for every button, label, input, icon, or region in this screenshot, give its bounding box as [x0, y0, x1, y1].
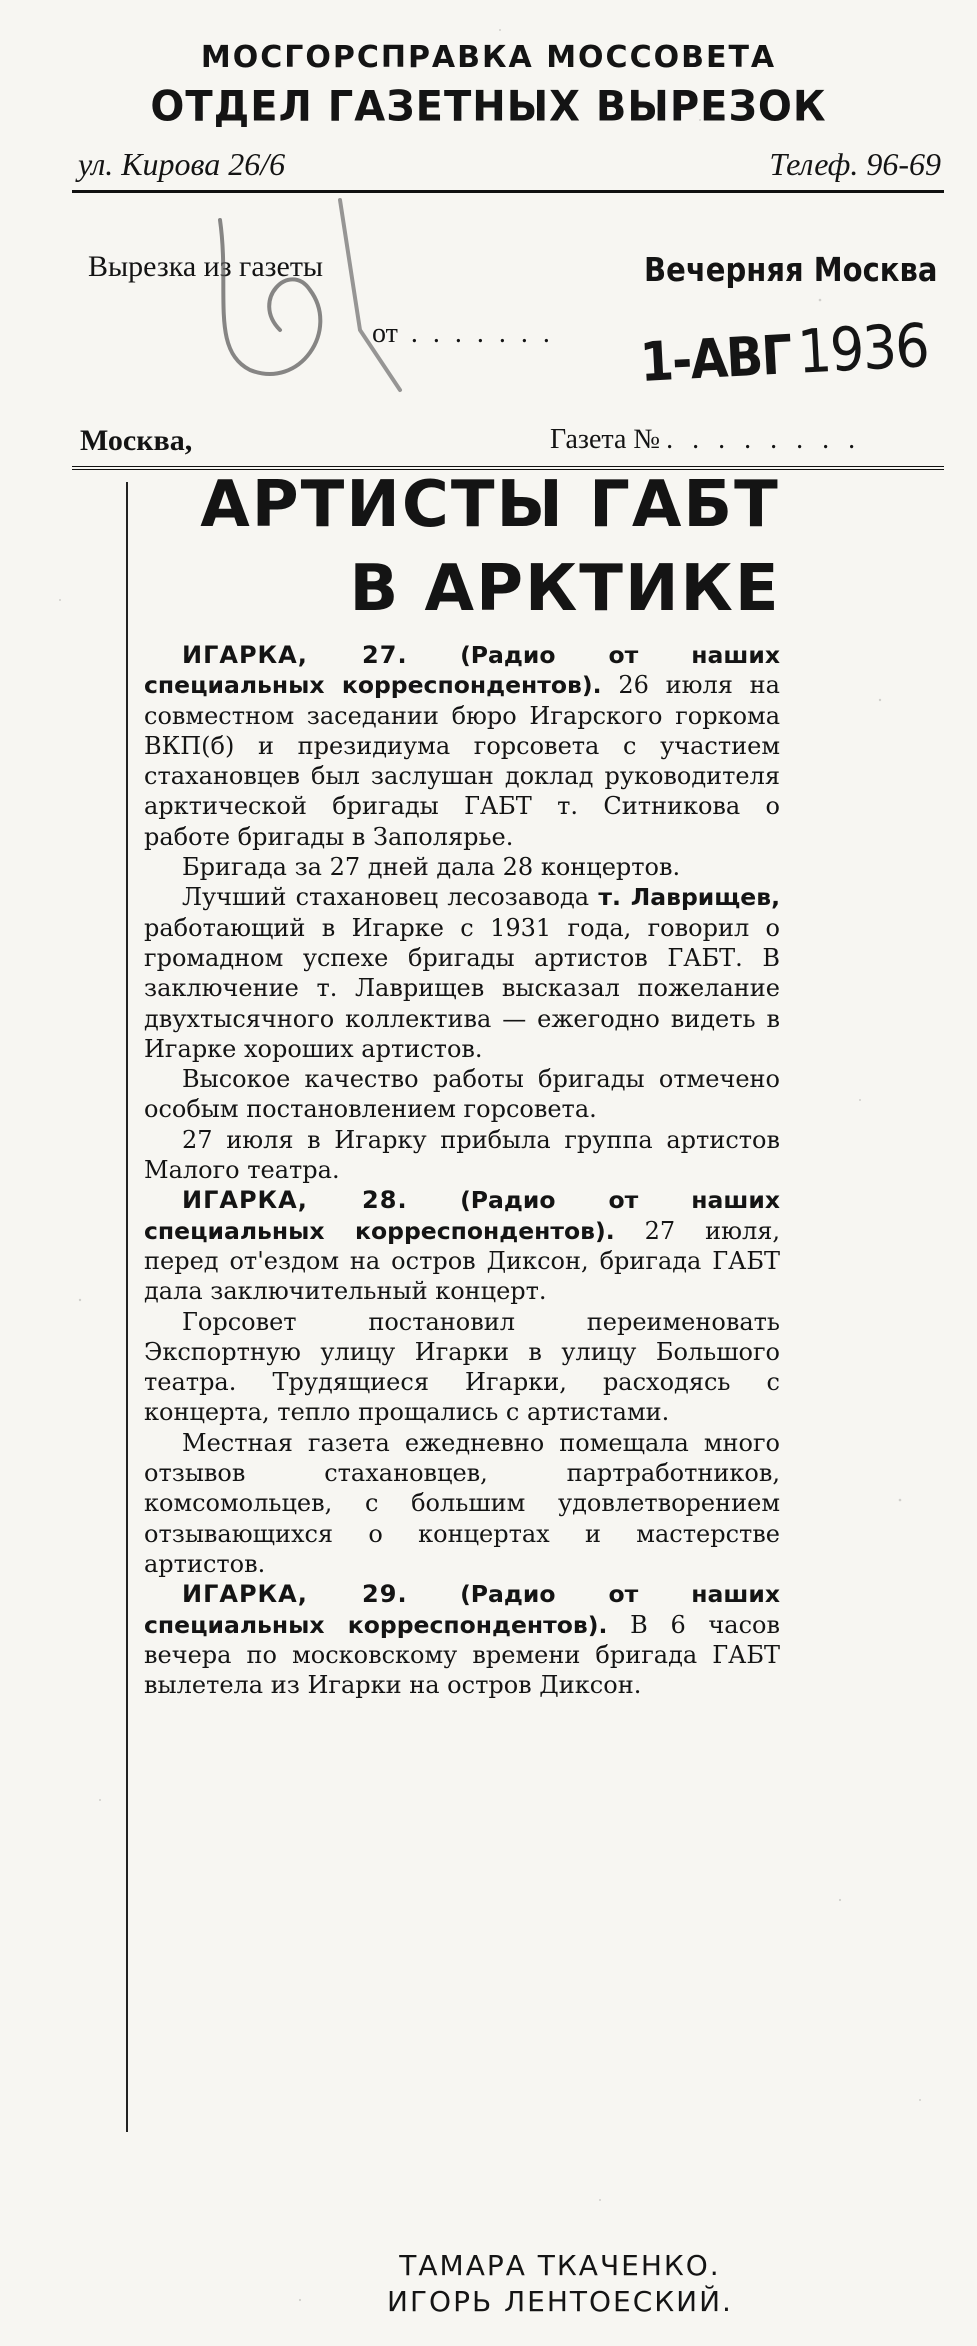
- paragraph-9: [144, 1579, 780, 1700]
- author-1: ТАМАРА ТКАЧЕНКО.: [399, 2249, 721, 2282]
- from-label: от: [372, 318, 398, 349]
- paragraph-3-post: работающий в Игарке с 1931 года, говорил о громадном успехе бригады артистов ГАБТ. В заключение т. Лаврищев высказал пожелание двухтысячного коллектива — ежегодно видеть в Игарке хороших артистов.: [144, 913, 780, 1063]
- address: ул. Кирова 26/6: [78, 146, 286, 182]
- department-name: ОТДЕЛ ГАЗЕТНЫХ ВЫРЕЗОК: [150, 82, 827, 132]
- dateline-27: ИГАРКА, 27.: [182, 641, 408, 669]
- headline-line-1: АРТИСТЫ ГАБТ: [200, 468, 780, 542]
- clipping-edge: [126, 482, 128, 2132]
- gazeta-dots: . . . . . . . .: [666, 424, 862, 455]
- paragraph-3-name: т. Лаврищев,: [598, 883, 780, 912]
- paragraph-8: Местная газета ежедневно помещала много отзывов стахановцев, партработников, комсомольцев, с большим удовлетворением отзывающихся о концертах и мастерстве артистов.: [144, 1428, 780, 1578]
- stamp-day-month: 1-АВГ: [638, 323, 793, 394]
- org-name: МОСГОРСПРАВКА МОССОВЕТА: [200, 40, 777, 75]
- headline-line-2: В АРКТИКЕ: [349, 552, 781, 626]
- from-dots: . . . . . . .: [410, 318, 554, 349]
- source-27: (Радио от наших специальных корреспондентов).: [144, 641, 780, 700]
- handwritten-mark: [190, 180, 610, 410]
- newspaper-name: Вечерняя Москва: [643, 250, 937, 289]
- paragraph-1: [144, 640, 780, 852]
- source-29: (Радио от наших специальных корреспондентов).: [144, 1580, 780, 1639]
- paragraph-3: [144, 882, 780, 1064]
- paragraph-4: Высокое качество работы бригады отмечено особым постановлением горсовета.: [144, 1065, 780, 1124]
- paragraph-7: Горсовет постановил переименовать Экспортную улицу Игарки в улицу Большого театра. Трудящиеся Игарки, расходясь с концерта, тепло прощались с артистами.: [144, 1307, 780, 1427]
- paragraph-9-text: В 6 часов вечера по московскому времени бригада ГАБТ вылетела из Игарки на остров Диксон.: [144, 1610, 780, 1700]
- gazeta-label: Газета №: [550, 424, 661, 455]
- stamp-date: [638, 311, 929, 396]
- author-2: ИГОРЬ ЛЕНТОЕСКИЙ.: [387, 2285, 733, 2318]
- city: Москва,: [80, 424, 193, 457]
- paragraph-2: Бригада за 27 дней дала 28 концертов.: [182, 853, 681, 882]
- gazeta-number: [550, 424, 861, 456]
- paragraph-1-text: 26 июля на совместном заседании бюро Игарского горкома ВКП(б) и президиума горсовета с участием стахановцев был заслушан доклад руководителя арктической бригады ГАБТ т. Ситникова о работе бригады в Заполярье.: [144, 671, 780, 851]
- paragraph-6-text: 27 июля, перед от'ездом на остров Диксон, бригада ГАБТ дала заключительный концерт.: [144, 1216, 780, 1306]
- article-body: [144, 640, 780, 1700]
- cut-label: Вырезка из газеты: [88, 250, 324, 283]
- paragraph-5: 27 июля в Игарку прибыла группа артистов Малого театра.: [144, 1125, 780, 1185]
- phone: Телеф. 96-69: [769, 146, 941, 182]
- paragraph-3-pre: Лучший стахановец лесозавода: [182, 883, 590, 912]
- dateline-29: ИГАРКА, 29.: [182, 1580, 408, 1609]
- author-signatures: [340, 2248, 780, 2320]
- paragraph-6: [144, 1185, 780, 1306]
- source-28: (Радио от наших специальных корреспондентов).: [144, 1186, 780, 1245]
- stamp-year: 1936: [795, 310, 930, 388]
- dateline-28: ИГАРКА, 28.: [182, 1186, 408, 1215]
